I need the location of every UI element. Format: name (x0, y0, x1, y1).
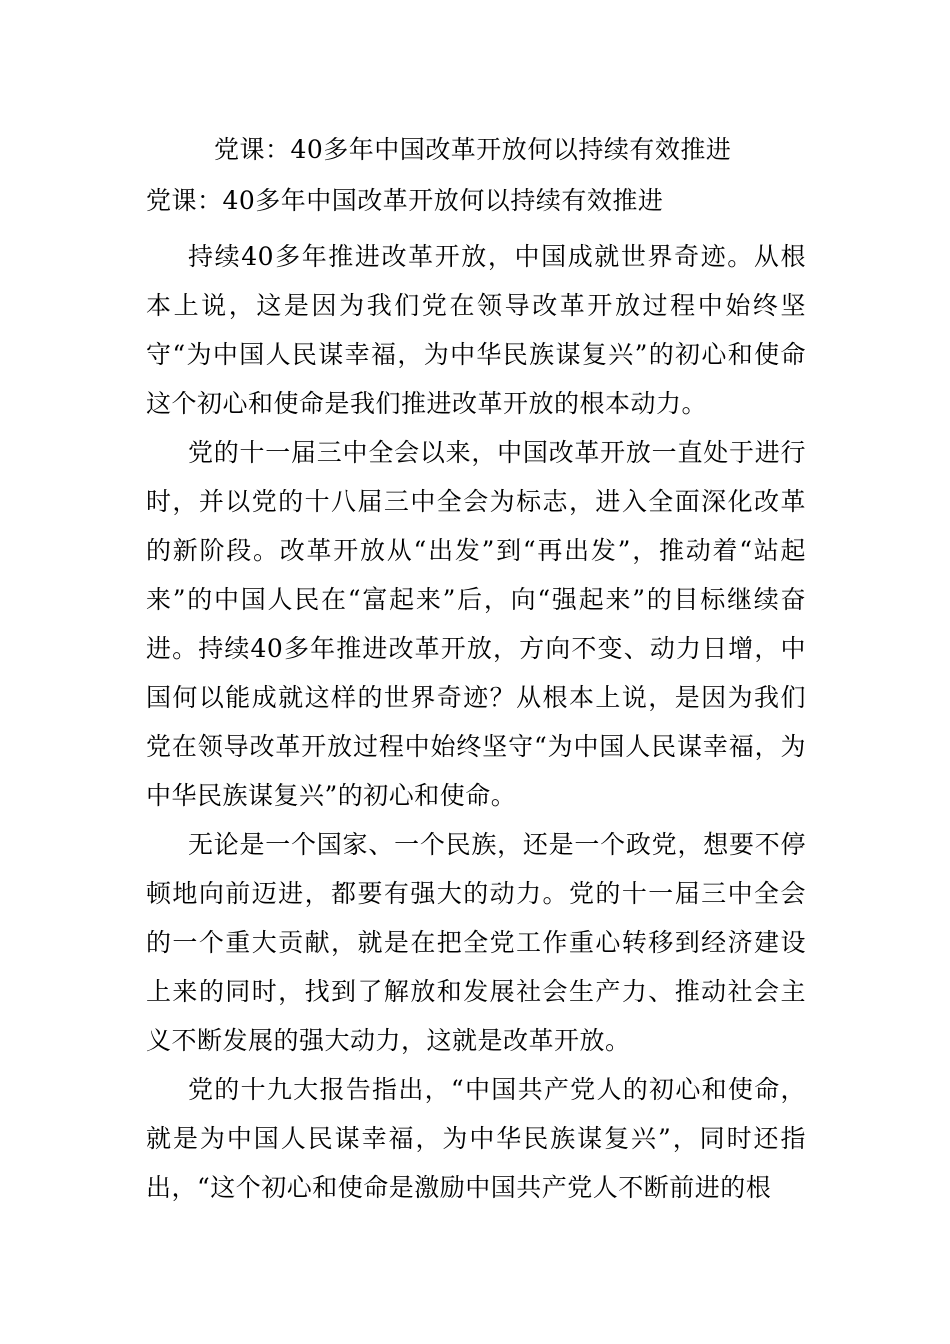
paragraph-3: 无论是一个国家、一个民族，还是一个政党，想要不停顿地向前迈进，都要有强大的动力。党的十一届三中全会的一个重大贡献，就是在把全党工作重心转移到经济建设上来的同时，找到了解放和发展社会生产力、推动社会主义不断发展的强大动力，这就是改革开放。 (146, 830, 806, 1055)
document-body (146, 232, 806, 1212)
document-subtitle: 党课：40多年中国改革开放何以持续有效推进 (146, 186, 664, 215)
paragraph-4: 党的十九大报告指出，“中国共产党人的初心和使命，就是为中国人民谋幸福，为中华民族谋复兴”，同时还指出，“这个初心和使命是激励中国共产党人不断前进的根 (146, 1075, 806, 1202)
document-title: 党课：40多年中国改革开放何以持续有效推进 (214, 135, 732, 164)
paragraph-1: 持续40多年推进改革开放，中国成就世界奇迹。从根本上说，这是因为我们党在领导改革开放过程中始终坚守“为中国人民谋幸福，为中华民族谋复兴”的初心和使命这个初心和使命是我们推进改革开放的根本动力。 (146, 242, 806, 418)
paragraph-2: 党的十一届三中全会以来，中国改革开放一直处于进行时，并以党的十八届三中全会为标志，进入全面深化改革的新阶段。改革开放从“出发”到“再出发”，推动着“站起来”的中国人民在“富起来”后，向“强起来”的目标继续奋进。持续40多年推进改革开放，方向不变、动力日增，中国何以能成就这样的世界奇迹？从根本上说，是因为我们党在领导改革开放过程中始终坚守“为中国人民谋幸福，为中华民族谋复兴”的初心和使命。 (146, 438, 806, 810)
